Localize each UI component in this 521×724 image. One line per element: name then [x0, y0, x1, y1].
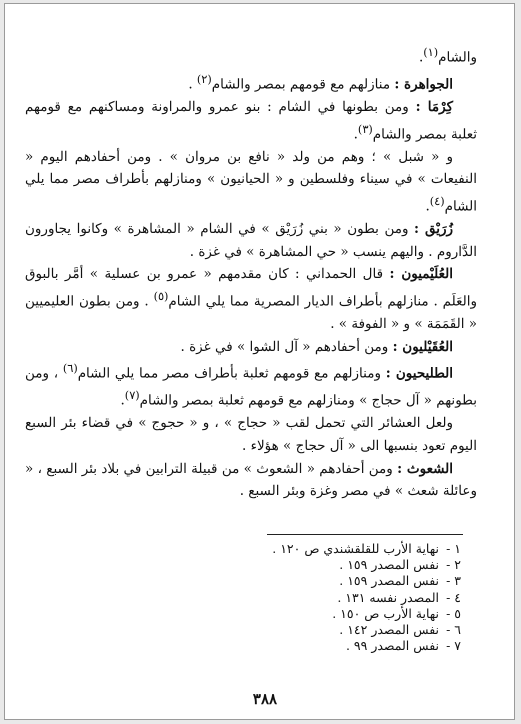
- line-1: والشام$^{(١)}$.: [418, 46, 477, 66]
- footnote-number: ٣ -: [446, 573, 461, 589]
- paragraph-shibl: و « شبل » ؛ وهم من ولد « نافع بن مروان » . ومن أحفادهم اليوم « النفيعات » في سيناء وفلسطين و « الحيانيون » ومنازلهم بأطراف مصر مما يلي الشام$^{(٤)}$.: [25, 148, 477, 215]
- heading: الشعوث :: [397, 460, 453, 477]
- footnote-ref: (٧): [124, 389, 140, 403]
- paragraph-ulaymiyun: العُلَيْميون : قال الحمداني : كان مقدمهم « عمرو بن عسلية » أمَّر بالبوق والعَلَم . منازلهم بأطراف الديار المصرية مما يلي الشام$^{(٥)}$ . ومن بطون العليميين « القَمَمَة » و « الفوفة » .: [25, 266, 477, 333]
- paragraph-karma: كِرْمَا : ومن بطونها في الشام : بنو عمرو والمراونة ومساكنهم مع قومهم ثعلبة بمصر والشام$^{(٣)}$.: [25, 99, 477, 143]
- heading: العُلَيْميون :: [389, 266, 454, 283]
- footnote-separator: [267, 534, 463, 535]
- footnote-number: ٤ -: [446, 589, 461, 605]
- book-page: [4, 3, 515, 720]
- heading: العُقَيْليون :: [392, 338, 453, 355]
- footnote-text: نفس المصدر ١٥٩ .: [339, 557, 439, 573]
- paragraph-zurayq: زُرَيْق : ومن بطون « بني زُرَيْق » في الشام « المشاهرة » وكانوا يجاورون الدَّاروم . واليهم ينسب « حي المشاهرة » في غزة .: [25, 221, 477, 260]
- footnote-text: نهاية الأرب للقلقشندي ص ١٢٠ .: [272, 541, 439, 556]
- footnote-ref: (٣): [357, 122, 373, 136]
- footnote-item: [245, 606, 461, 622]
- body-text: [25, 42, 477, 503]
- footnote-ref: (٤): [429, 195, 445, 209]
- footnote-text: نفس المصدر ٩٩ .: [345, 638, 439, 654]
- heading: كِرْمَا :: [415, 99, 454, 116]
- footnote-item: [245, 638, 461, 654]
- heading: الجواهرة :: [394, 76, 453, 93]
- page-number: ٣٨٨: [252, 690, 278, 708]
- footnote-item: [245, 590, 461, 606]
- footnote-item: [245, 622, 461, 638]
- footnote-text: نفس المصدر ١٥٩ .: [339, 573, 439, 589]
- footnote-text: نهاية الأرب ص ١٥٠ .: [332, 605, 439, 621]
- paragraph-tulayhiyun: الطليحيون : ومنازلهم مع قومهم ثعلبة بأطراف مصر مما يلي الشام$^{(٦)}$ ، ومن بطونهم « آل حجاج » ومنازلهم مع قومهم ثعلبة بمصر والشام$^{(٧)}$.: [25, 362, 477, 409]
- footnote-ref: (١): [423, 46, 439, 59]
- paragraph-hajjaj: ولعل العشائر التي تحمل لقب « حجاج » ، و « حجوج » في قضاء بئر السبع اليوم تعود بنسبها الى « آل حجاج » هؤلاء .: [25, 415, 477, 454]
- paragraph-jawahira: الجواهرة : منازلهم مع قومهم بمصر والشام$^{(٢)}$ .: [188, 73, 453, 93]
- footnote-item: [245, 557, 461, 573]
- footnote-number: ٥ -: [446, 605, 461, 621]
- footnote-item: [245, 541, 461, 557]
- footnote-number: ٧ -: [446, 638, 461, 654]
- footnote-number: ٦ -: [446, 622, 461, 638]
- footnote-number: ٢ -: [446, 557, 461, 573]
- paragraph-uqayliyun: العُقَيْليون : ومن أحفادهم « آل الشوا » في غزة .: [180, 338, 453, 355]
- heading: الطليحيون :: [385, 365, 454, 382]
- footnote-ref: (٢): [196, 73, 212, 87]
- footnote-ref: (٥): [153, 289, 169, 303]
- footnote-ref: (٦): [62, 362, 78, 376]
- paragraph-shuuth: الشعوث : ومن أحفادهم « الشعوث » من قبيلة الترابين في بلاد بئر السبع ، « وعائلة شعث » في مصر وغزة وبئر السبع .: [25, 460, 477, 500]
- footnote-item: [245, 573, 461, 589]
- footnotes: [245, 541, 461, 654]
- heading: زُرَيْق :: [414, 221, 453, 238]
- footnote-number: ١ -: [446, 541, 461, 556]
- footnote-text: المصدر نفسه ١٣١ .: [337, 589, 439, 605]
- footnote-text: نفس المصدر ١٤٢ .: [339, 622, 439, 638]
